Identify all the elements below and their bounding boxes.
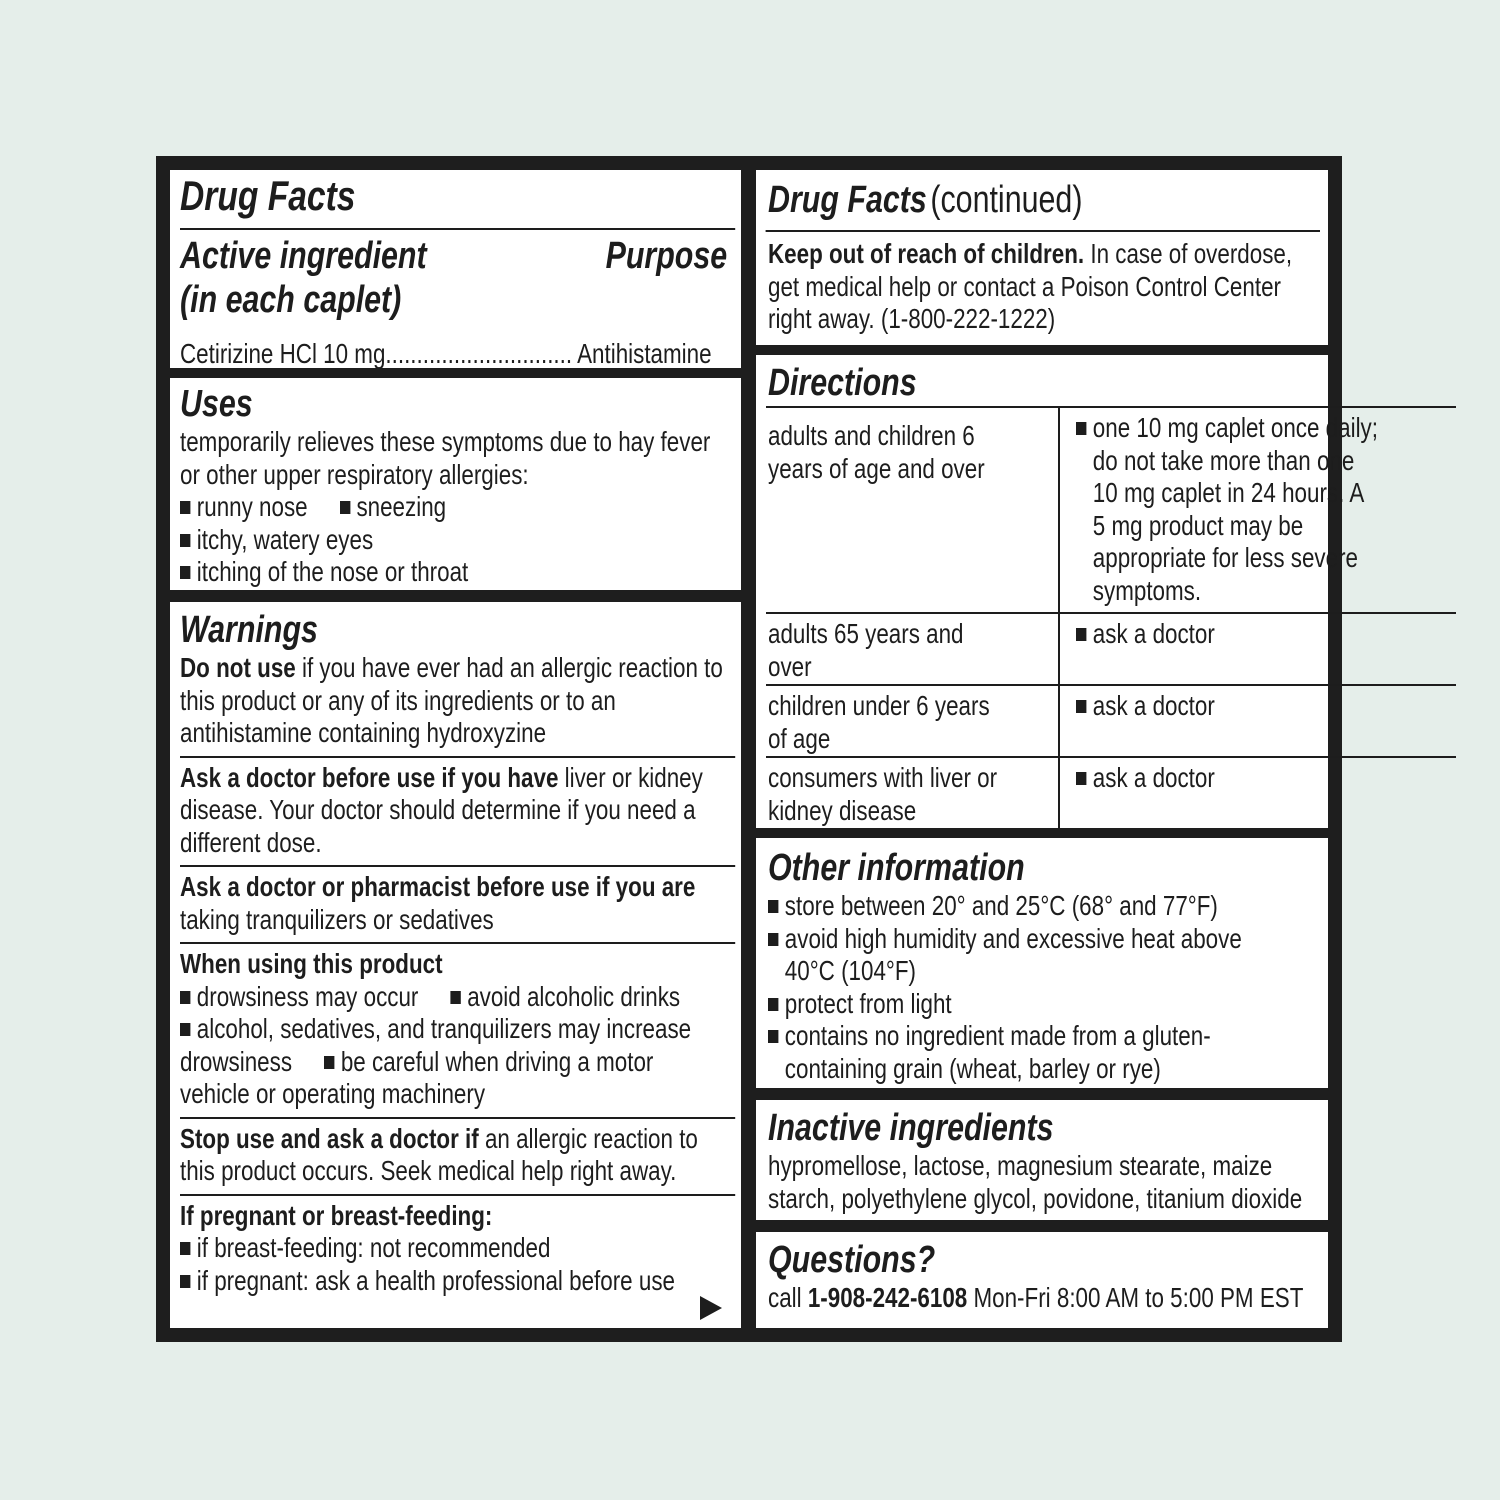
keep-out-panel [756, 170, 1328, 345]
uses-item: itchy, watery eyes [180, 524, 735, 557]
inactive-ingredients-panel [756, 1100, 1328, 1220]
dir-what: one 10 mg caplet once daily; do not take more than one 10 mg caplet in 24 hours. A 5 mg product may be appropriate for less severe symptoms. [1076, 412, 1380, 607]
do-not-use: Do not use if you have ever had an allergic reaction to this product or any of its ingredients or to an antihistamine containing hydroxyzine [180, 652, 723, 748]
questions-heading: Questions? [768, 1239, 936, 1281]
leader-dots: .............................. [385, 338, 573, 369]
active-ingredient-sub: (in each caplet) [180, 279, 402, 321]
other-info-item: contains no ingredient made from a gluten-containing grain (wheat, barley or rye) [768, 1020, 1280, 1085]
other-info-panel [756, 838, 1328, 1088]
questions-contact: call 1-908-242-6108 Mon-Fri 8:00 AM to 5:00 PM EST [768, 1282, 1304, 1313]
continued-title: Drug Facts (continued) [768, 179, 1083, 221]
uses-item: runny nose sneezing [180, 491, 735, 524]
dir-who: adults and children 6 years of age and over [768, 420, 985, 484]
inactive-heading: Inactive ingredients [768, 1107, 1054, 1149]
questions-panel [756, 1232, 1328, 1328]
inactive-text: hypromellose, lactose, magnesium stearate, maize starch, polyethylene glycol, povidone, titanium dioxide [768, 1150, 1303, 1214]
uses-heading: Uses [180, 383, 253, 425]
continue-arrow-icon [700, 1296, 722, 1320]
pregnancy: If pregnant or breast-feeding: if breast-feeding: not recommended if pregnant: ask a health professional before use [180, 1199, 675, 1296]
active-ingredient-panel [170, 170, 741, 368]
other-info-item: protect from light [768, 988, 1280, 1021]
ask-pharmacist: Ask a doctor or pharmacist before use if you are taking tranquilizers or sedatives [180, 871, 696, 935]
dir-what: ask a doctor [1076, 762, 1380, 795]
keep-out-text: Keep out of reach of children. In case of overdose, get medical help or contact a Poison Control Center right away. (1-800-222-1222) [768, 238, 1293, 334]
dir-who: children under 6 years of age [768, 690, 990, 754]
other-info-item: store between 20° and 25°C (68° and 77°F) [768, 890, 1280, 923]
stop-use: Stop use and ask a doctor if an allergic reaction to this product occurs. Seek medical help right away. [180, 1122, 698, 1186]
phone-number[interactable]: 1-908-242-6108 [807, 1282, 968, 1313]
other-info-heading: Other information [768, 847, 1025, 889]
purpose-heading: Purpose [605, 235, 728, 277]
uses-panel [170, 378, 741, 590]
directions-heading: Directions [768, 362, 917, 404]
other-info-item: avoid high humidity and excessive heat above 40°C (104°F) [768, 923, 1280, 988]
directions-panel [756, 355, 1378, 828]
ask-doctor: Ask a doctor before use if you have liver or kidney disease. Your doctor should determine if you need a different dose. [180, 761, 703, 858]
uses-item: itching of the nose or throat [180, 556, 735, 589]
directions-table [766, 406, 1456, 829]
dir-what: ask a doctor [1076, 618, 1380, 651]
warnings-heading: Warnings [180, 609, 318, 651]
dir-who: adults 65 years and over [768, 618, 964, 682]
uses-intro: temporarily relieves these symptoms due to hay fever or other upper respiratory allergies: [180, 426, 711, 490]
ingredient-name: Cetirizine HCl 10 mg [180, 338, 386, 369]
active-ingredient-heading: Active ingredient [180, 235, 427, 277]
warnings-panel [170, 602, 741, 1328]
ingredient-purpose: Antihistamine [577, 338, 712, 369]
drug-facts-title: Drug Facts [180, 172, 356, 219]
dir-what: ask a doctor [1076, 690, 1380, 723]
dir-who: consumers with liver or kidney disease [768, 762, 998, 826]
when-using: When using this product drowsiness may occur avoid alcoholic drinks alcohol, sedatives, and tranquilizers may increase drowsiness be careful when driving a motor vehicle or operating machinery [180, 948, 692, 1109]
ingredient-row [180, 338, 745, 371]
